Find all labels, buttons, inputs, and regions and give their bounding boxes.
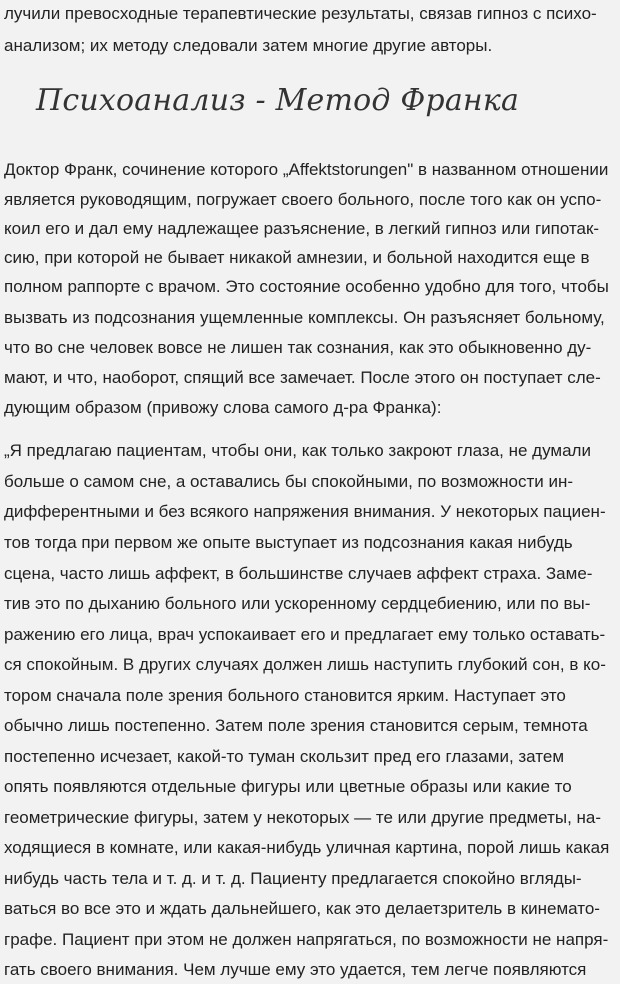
text-line: вызвать из подсознания ущемленные комплексы. Он разъясняет больному, [4,308,605,327]
text-line: обычно лишь постепенно. Затем поле зрения становится серым, темнота [4,716,588,735]
text-line: дующим образом (привожу слова самого д-ра Франка): [4,398,442,417]
text-line: ражению его лица, врач успокаивает его и предлагает ему только оставать- [4,625,606,644]
text-line: является руководящим, погружает своего больного, после того как он успо- [4,190,602,209]
text-line: дифферентными и без всякого напряжения внимания. У некоторых пациен- [4,502,606,521]
text-line: Доктор Франк, сочинение которого „Affektstorungen" в названном отношении [4,160,609,179]
text-line: полном раппорте с врачом. Это состояние особенно удобно для того, чтобы [4,277,609,296]
text-line: сию, при которой не бывает никакой амнезии, и больной находится еще в [4,248,590,267]
text-line: опять появляются отдельные фигуры или цветные образы или какие то [4,777,572,796]
section-heading: Психоанализ - Метод Франка [36,83,520,118]
text-line: графе. Пациент при этом не должен напрягаться, по возможности не напря- [4,930,609,949]
text-line: больше о самом сне, а оставались бы спокойными, по возможности ин- [4,472,574,491]
text-line: что во сне человек вовсе не лишен так сознания, как это обыкновенно ду- [4,338,592,357]
text-line: анализом; их методу следовали затем многие другие авторы. [4,36,493,55]
text-line: мают, и что, наоборот, спящий все замечает. После этого он поступает сле- [4,368,601,387]
text-line: гать своего внимания. Чем лучше ему это удается, тем легче появляются [4,960,587,979]
text-line: ся спокойным. В других случаях должен лишь наступить глубокий сон, в ко- [4,655,606,674]
text-line: постепенно исчезает, какой-то туман скользит пред его глазами, затем [4,747,565,766]
text-line: геометрические фигуры, затем у некоторых — те или другие предметы, на- [4,808,602,827]
text-line: ваться во все это и ждать дальнейшего, как это делаетзритель в кинемато- [4,899,600,918]
text-line: нибудь часть тела и т. д. и т. д. Пациенту предлагается спокойно вгляды- [4,869,582,888]
text-line: тив это по дыханию больного или ускоренному сердцебиению, или по вы- [4,594,591,613]
text-line: сцена, часто лишь аффект, в большинстве случаев аффект страха. Заме- [4,564,593,583]
text-line: тов тогда при первом же опыте выступает из подсознания какая нибудь [4,533,573,552]
text-line: ходящиеся в комнате, или какая-нибудь уличная картина, порой лишь какая [4,838,610,857]
text-line: „Я предлагаю пациентам, чтобы они, как только закроют глаза, не думали [4,441,591,460]
text-line: лучили превосходные терапевтические результаты, связав гипноз с психо- [4,4,597,23]
text-line: тором сначала поле зрения больного становится ярким. Наступает это [4,686,566,705]
text-line: коил его и дал ему надлежащее разъяснение, в легкий гипноз или гипотак- [4,219,600,238]
